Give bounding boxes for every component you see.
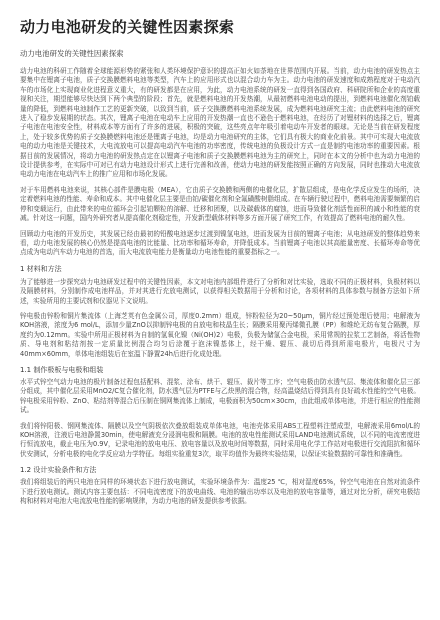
paragraph-7: 我们将锌阳极、钢网集流体、隔膜以及空气阴极依次叠放组装成单体电池，电池壳体采用ABS工程塑料注塑成型，电解液采用6mol/L的KOH溶液，注液后电池静置30min，使电解液充分浸润电极和隔膜。电池的放电性能测试采用LAND电池测试系统，以不同的电流密度进行恒流放电，截止电压为0.9V，记录电池的放电电压、放电容量以及放电时间等数据，同时采用电化学工作站对电极进行交流阻抗和循环伏安测试，分析电极的电化学反应动力学特征。每组实验重复3次，取平均值作为最终实验结果，以保证实验数据的可靠性和准确性。 xyxy=(20,421,420,458)
paragraph-5: 锌电极由锌粉和铜片集流体（上海芝英有色金属公司，厚度0.2mm）组成，锌粉粒径为20~50μm，铜片经过预处理后使用；电解液为KOH溶液，浓度为6 mol/L，添加少量ZnO以抑制锌电极的自放电和枝晶生长；隔膜采用聚丙烯微孔膜（PP）和维纶无纺布复合隔膜，厚度约为0.12mm。实验中所用正极材料为自制的氢氧化镍（Ni(OH)2）电极，负极为储氢合金电极，采用常规的拉浆工艺制备，将活性物质、导电剂和粘结剂按一定质量比例混合均匀后涂覆于泡沫镍基体上，经干燥、辊压、裁切后得到所需电极片，电极尺寸为40mm×60mm，单体电池组装后在室温下静置24h后进行化成处理。 xyxy=(20,311,420,358)
paragraph-1: 动力电池的科研工作随着全球能源形势的紧张和人类环境保护意识的提高正如火如荼地在世界范围内开展。当前，动力电池的研发热点主要集中在锂离子电池，质子交换膜燃料电池等类型，汽车上的应用形式也以混合动力车为主。动力电池的研发速度和成熟程度对于电动汽车的市场化上实现商业化进程意义重大，有的研发都是在应用，为此，动力电池系统的研发一直得到各国政府、科研院所和企业的高度重视和关注，期望能够尽快达到下两个典型的阶段；首先，就是燃料电池的开发热潮，从最初燃料电池电动的提出，到燃料电池催化剂铂载量的降低，到燃料电池制作工艺的更新突破，以致到当前，质子交换膜燃料电池系统发展，成为燃料电池研究主流；由此燃料电池的研究进入了稳步发展期的状态。其次，锂离子电池在电动车上应用的开发热潮一直也不逊色于燃料电池，在经历了对锂材料的选择之后，锂离子电池在电池安全性，材料成本等方面有了许多的进展，积极的突破，这些亮点年年吸引着电动车开发者的眼球。无论是当前在研发程度上，处于较多优势的质子交换膜燃料电池还是锂离子电池，均是动力电池研究的主体，它们具有极大的商业化前景。其中可实现大电流放电的动力电池是关键技术，大电流放电可以提高电动汽车电池的功率密度，传统电池的负极设计方式一直是制约电池功率的重要因素。根据目前的发展情况，将动力电池的研发热点定在以锂离子电池和质子交换膜燃料电池为主的研究上，同时在本文的分析中也为动力电池的设计提供参考，在实际中可对已有动力电池设计形式上进行完善和改善，使动力电池的研发能按照正确的方向发展，同时也推动大电流放电动力电池在电动汽车上的推广应用和市场化发展。 xyxy=(20,67,420,179)
section-heading-1-2: 1.2 设计实验条件和方法 xyxy=(20,466,97,475)
section-heading-1: 1 材料和方法 xyxy=(20,264,62,273)
paragraph-2: 对于车用燃料电池来说，其核心部件是膜电极（MEA），它由质子交换膜和两侧的电催化层，扩散层组成，是电化学反应发生的场所，决定着燃料电池的性能、寿命和成本。其中电催化层主要是由铂/碳催化剂和全氟磺酸树脂组成。在车辆行驶过程中，燃料电池需要频繁的启停和变载运行，由此带来的电位循环会引起铂颗粒的溶解、迁移和团聚，以及碳载体的腐蚀，进而导致催化剂活性面积的减小和性能的衰减。针对这一问题，国内外研究者从提高催化剂稳定性，开发新型载体材料等多方面开展了研究工作，有效提高了燃料电池的耐久性。 xyxy=(20,185,420,223)
section-heading-1-1: 1.1 制作极板与电极和组装 xyxy=(20,365,104,374)
paragraph-6: 水平式锌空气动力电池的极片制备过程包括配料、混浆、涂布、烘干、辊压、裁片等工序；空气电极由防水透气层、集流体和催化层三部分组成，其中催化层采用MnO2/C复合催化剂，防水透气层为PTFE与乙炔黑的混合物，经高温烧结后得到具有良好疏水性能的空气电极。锌电极采用锌粉、ZnO、粘结剂等混合后压制在铜网集流体上制成，电极面积为50cm×30cm，由此组成单体电池，并进行相应的性能测试。 xyxy=(20,377,420,415)
paragraph-3: 回顾动力电池的开发历史，其发展已经由最初的铅酸电池逐步过渡到镍氢电池，进而发展为目前的锂离子电池；从电池研发的整体趋势来看，动力电池发展的核心仍然是提高电池的比能量、比功率和循环寿命，并降低成本。当前锂离子电池以其高能量密度、长循环寿命等优点成为电动汽车动力电池的首选，而大电流放电能力是衡量动力电池性能的重要指标之一。 xyxy=(20,229,420,257)
paragraph-8: 我们将组装后的两只电池在同样的环境状态下进行放电测试，实验环境条件为：温度25 ℃，相对湿度65%，锌空气电池在自然对流条件下进行放电测试。测试内容主要包括：不同电流密度下的放电曲线、电池的输出功率以及电池的放电容量等，通过对比分析，研究电极结构和材料对电池大电流放电性能的影响规律，为动力电池的研发提供参考依据。 xyxy=(20,478,420,506)
document-title: 动力电池研发的关键性因素探索 xyxy=(20,18,235,36)
paragraph-4: 为了能够进一步探究动力电池研发过程中的关键性因素，本文对电池内部组件进行了分析和对比实验，选取不同的正极材料，负极材料以及隔膜材料，分别制作成电池样品，并对其进行充放电测试，以获得相关数据用于分析和讨论，各项材料的具体参数与制备方法如下所述，实验所用的主要试剂和仪器见下文说明。 xyxy=(20,277,420,305)
document-subtitle: 动力电池研发的关键性因素探索 xyxy=(20,49,124,58)
